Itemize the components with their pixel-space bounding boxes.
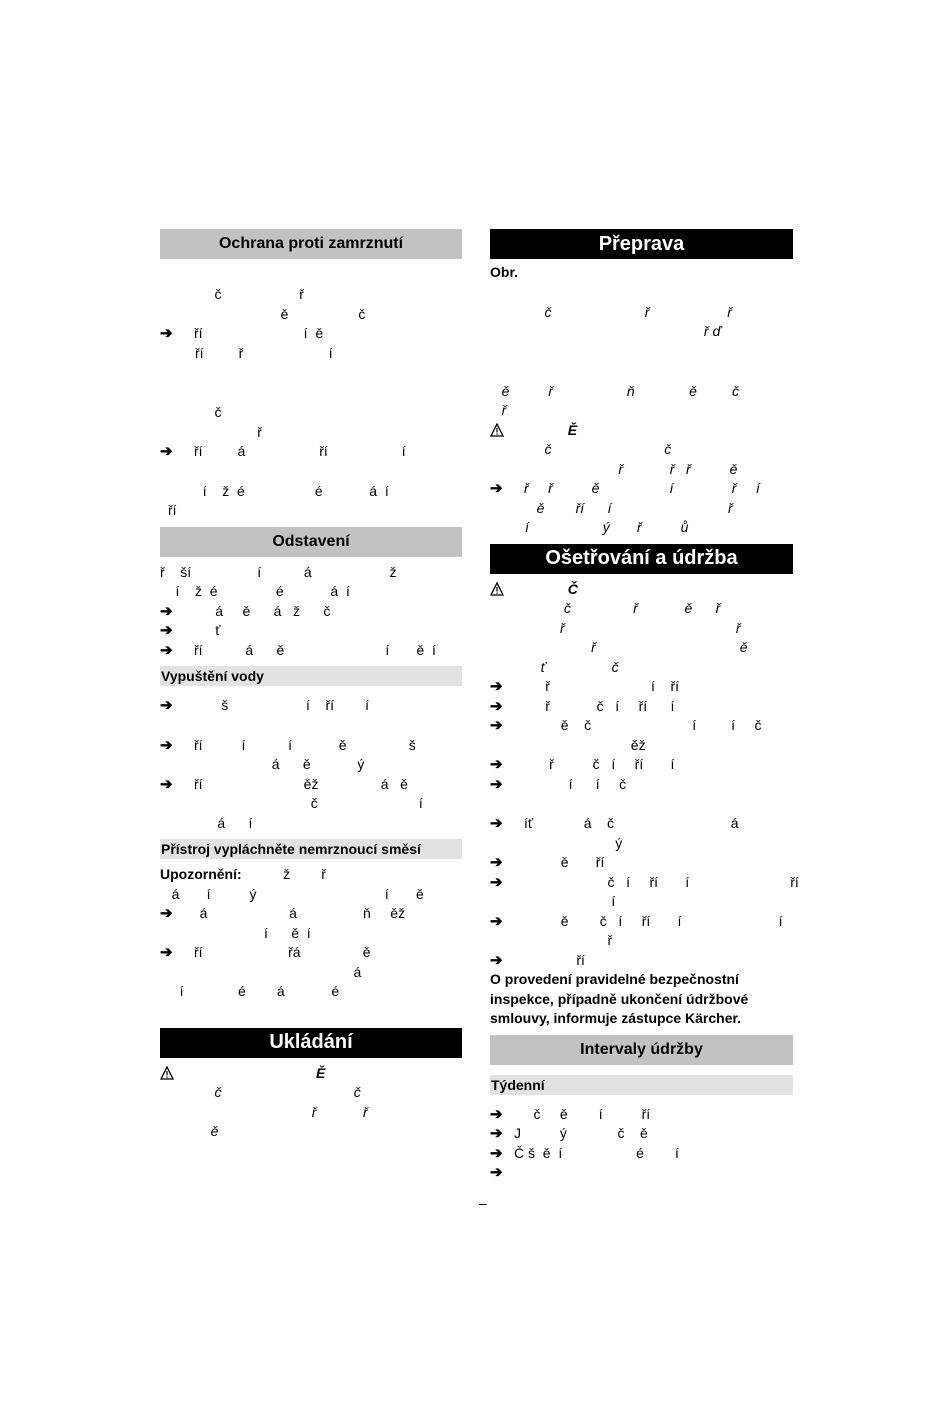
arrow-icon: ➔ bbox=[490, 854, 503, 871]
bullet-line: ➔ ť bbox=[160, 622, 221, 639]
arrow-icon: ➔ bbox=[160, 697, 173, 714]
bold-text-line: smlouvy, informuje zástupce Kärcher. bbox=[490, 1010, 742, 1026]
text-line: ř ší í á ž bbox=[160, 563, 397, 580]
text-line: í ě í bbox=[194, 924, 311, 941]
arrow-icon: ➔ bbox=[490, 951, 503, 969]
bullet-line bbox=[490, 1163, 793, 1183]
text-line: í ž é é á í bbox=[160, 583, 350, 599]
bullet-line: ➔ ří ěž á ě bbox=[160, 775, 408, 793]
bullet-line: ➔ ě č í ří í í bbox=[490, 912, 783, 930]
arrow-icon: ➔ bbox=[490, 912, 503, 930]
bullet-line: ➔ ří řá ě bbox=[160, 944, 371, 961]
arrow-icon: ➔ bbox=[490, 1144, 503, 1162]
arrow-icon: ➔ bbox=[490, 756, 503, 773]
text-line: í ý ř ů bbox=[490, 519, 689, 535]
bullet-line: ➔ J ý č ě bbox=[490, 1125, 648, 1142]
arrow-icon: ➔ bbox=[160, 944, 173, 961]
section-heading-osetrovani: Ošetřování a údržba bbox=[490, 544, 793, 574]
arrow-icon: ➔ bbox=[490, 678, 503, 695]
text-line: č ř ř bbox=[490, 303, 732, 320]
arrow-icon: ➔ bbox=[160, 622, 173, 639]
warning-line: Č bbox=[490, 580, 578, 597]
bullet-line: ➔ íť á č á bbox=[490, 815, 739, 832]
text-line: á í ý í ě bbox=[160, 885, 424, 902]
bullet-line: ➔ ě ří bbox=[490, 854, 605, 871]
text-line: ř ď bbox=[490, 323, 722, 339]
arrow-icon: ➔ bbox=[160, 775, 173, 793]
text-line: á bbox=[194, 963, 362, 980]
text-line: í ž é é á í bbox=[160, 482, 389, 499]
arrow-icon: ➔ bbox=[160, 736, 173, 754]
arrow-icon: ➔ bbox=[490, 815, 503, 832]
arrow-icon: ➔ bbox=[490, 1125, 503, 1142]
text-line: ř bbox=[160, 423, 262, 440]
arrow-icon: ➔ bbox=[490, 697, 503, 715]
bullet-line: ➔ ří í ě bbox=[160, 325, 324, 342]
arrow-icon: ➔ bbox=[490, 775, 503, 793]
arrow-icon: ➔ bbox=[490, 717, 503, 734]
text-line: č í bbox=[194, 795, 423, 811]
arrow-icon: ➔ bbox=[160, 443, 173, 460]
bullet-line: ➔ č í ří í ří bbox=[490, 873, 799, 891]
text-line: ří bbox=[168, 502, 177, 518]
warning-triangle-icon bbox=[160, 1066, 174, 1080]
bullet-line: ➔ í í č bbox=[490, 775, 627, 793]
text-line: ří ř í bbox=[160, 344, 333, 361]
bullet-line: ➔ š í ří í bbox=[160, 697, 370, 714]
arrow-icon: ➔ bbox=[490, 480, 503, 497]
text-line: ř bbox=[490, 402, 507, 418]
arrow-icon: ➔ bbox=[490, 873, 503, 891]
section-heading-intervaly: Intervaly údržby bbox=[490, 1035, 793, 1065]
text-line: ť č bbox=[490, 658, 619, 675]
bold-text-line: O provedení pravidelné bezpečnostní bbox=[490, 971, 739, 987]
bullet-line: ➔ ří í í ě š bbox=[160, 736, 416, 754]
warning-line: Ě bbox=[160, 1064, 462, 1084]
subsection-heading-vypusteni: Vypuštění vody bbox=[160, 666, 462, 686]
bullet-line: ➔ ř ř ě í ř í bbox=[490, 480, 760, 497]
bullet-line: ➔ Č š ě í é í bbox=[490, 1144, 679, 1162]
arrow-icon: ➔ bbox=[160, 905, 173, 922]
subsection-heading-tydenni: Týdenní bbox=[490, 1075, 793, 1095]
right-column bbox=[490, 229, 799, 1183]
note-line: Upozornění: ž ř bbox=[160, 866, 326, 882]
text-line: č bbox=[160, 404, 222, 420]
arrow-icon: ➔ bbox=[490, 1105, 503, 1123]
text-line: ý bbox=[518, 834, 623, 851]
text-line: ěž bbox=[518, 736, 646, 753]
section-heading-preprava: Přeprava bbox=[490, 229, 793, 259]
bullet-line: ➔ č ě í ří bbox=[490, 1105, 651, 1123]
bullet-line: ➔ á ě á ž č bbox=[160, 602, 331, 620]
text-line: ř ř ř ě bbox=[490, 460, 738, 477]
section-heading-odstaveni: Odstavení bbox=[160, 527, 462, 557]
section-heading-ochrana: Ochrana proti zamrznutí bbox=[160, 229, 462, 259]
arrow-icon: ➔ bbox=[160, 641, 173, 659]
bullet-line: ➔ ě č í í č bbox=[490, 717, 762, 734]
text-line: ř bbox=[518, 932, 613, 948]
arrow-icon: ➔ bbox=[160, 602, 173, 620]
text-line: í bbox=[518, 893, 616, 909]
figure-reference: Obr. bbox=[490, 264, 519, 280]
subsection-heading-pristroj: Přístroj vypláchněte nemrznoucí směsí bbox=[160, 839, 462, 859]
text-line: ě ř ň ě č bbox=[490, 382, 739, 399]
bullet-line: ➔ ří á ě í ě í bbox=[160, 641, 436, 659]
bullet-line: ➔ á á ň ěž bbox=[160, 905, 406, 922]
text-line: í é á é bbox=[168, 983, 340, 999]
bullet-line: ➔ ř č í ří í bbox=[490, 697, 675, 715]
text-line: á ě ý bbox=[194, 756, 365, 772]
text-line: ě bbox=[160, 1123, 219, 1139]
text-line: ě č bbox=[160, 305, 366, 322]
text-line: ř ě bbox=[490, 639, 748, 655]
text-line: č č bbox=[160, 1084, 361, 1100]
bullet-line: ➔ ří á ří í bbox=[160, 443, 406, 460]
text-line: ě ří í ř bbox=[490, 499, 733, 516]
bullet-line: ➔ ří bbox=[490, 951, 585, 969]
text-line: á í bbox=[194, 814, 253, 831]
text-line: č ř bbox=[160, 286, 304, 302]
bullet-line: ➔ ř í ří bbox=[490, 678, 680, 695]
bullet-line: ➔ ř č í ří í bbox=[490, 756, 675, 773]
bold-text-line: inspekce, případně ukončení údržbové bbox=[490, 990, 749, 1007]
text-line: ř ř bbox=[160, 1103, 368, 1120]
arrow-icon: ➔ bbox=[490, 1164, 503, 1181]
text-line: ř ř bbox=[490, 619, 741, 636]
text-line: č č bbox=[490, 441, 672, 457]
section-heading-ukladani: Ukládání bbox=[160, 1028, 462, 1058]
warning-line: Ě bbox=[490, 421, 578, 438]
page-number-marker: – bbox=[479, 1195, 487, 1211]
arrow-icon: ➔ bbox=[160, 325, 173, 342]
left-column bbox=[160, 229, 462, 1142]
text-line: č ř ě ř bbox=[490, 600, 721, 616]
